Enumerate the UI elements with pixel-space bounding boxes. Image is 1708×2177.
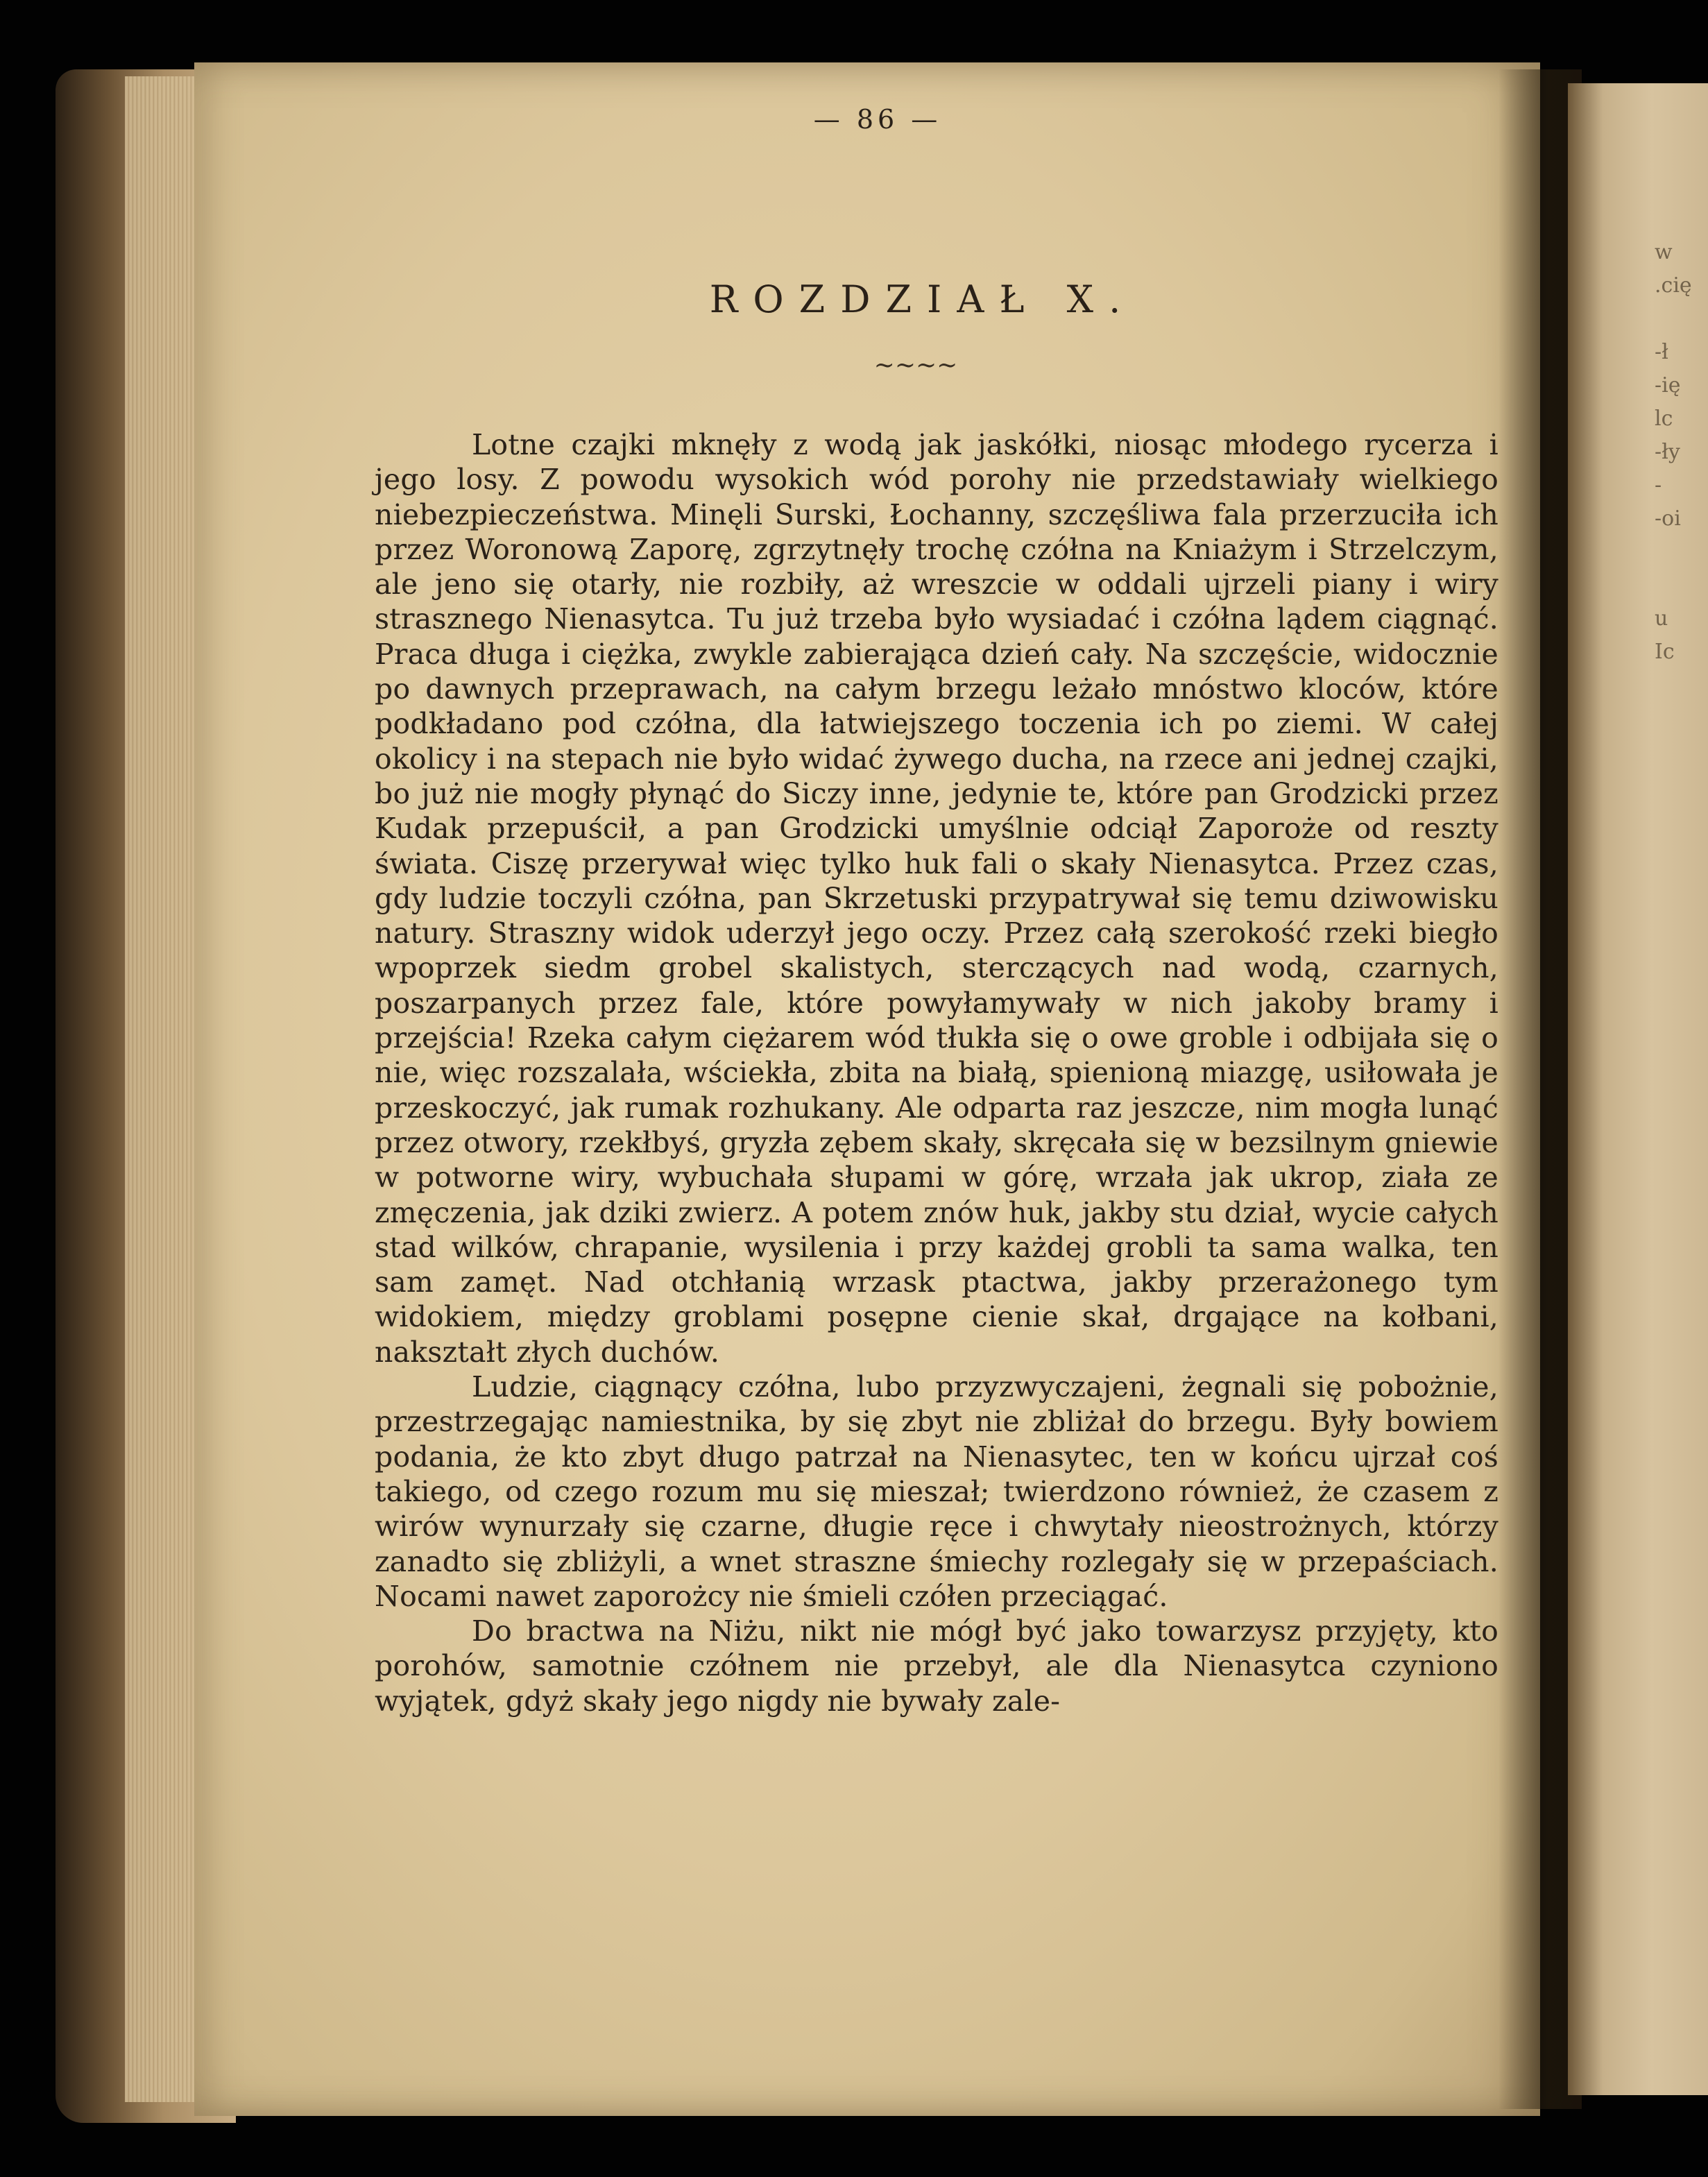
title-ornament: ~~~~ [873,351,958,379]
paragraph: Lotne czajki mknęły z wodą jak jaskółki, niosąc młodego rycerza i jego losy. Z powodu wysokich wód porohy nie przedstawiały wielkiego niebezpieczeństwa. Minęli Surski, Łochanny, szczęśliwa fala przerzuciła ich przez Woronową Zaporę, zgrzytnęły trochę czółna na Kniażym i Strzelczym, ale jeno się otarły, nie rozbiły, aż wreszcie w oddali ujrzeli piany i wiry strasznego Nienasytca. Tu już trzeba było wysiadać i czółna lądem ciągnąć. Praca długa i ciężka, zwykle zabierająca dzień cały. Na szczęście, widocznie po dawnych przeprawach, na całym brzegu leżało mnóstwo kloców, które podkładano pod czółna, dla łatwiejszego toczenia ich po ziemi. W całej okolicy i na stepach nie było widać żywego ducha, na rzece ani jednej czajki, bo już nie mogły płynąć do Siczy inne, jedynie te, które pan Grodzicki przez Kudak przepuścił, a pan Grodzicki umyślnie odciął Zaporoże od reszty świata. Ciszę przerywał więc tylko huk fali o skały Nienasytca. Przez czas, gdy ludzie toczyli czółna, pan Skrzetuski przypatrywał się temu dziwowisku natury. Straszny widok uderzył jego oczy. Przez całą szerokość rzeki biegło wpoprzek siedm grobel skalistych, sterczących nad wodą, czarnych, poszarpanych przez fale, które powyłamywały w nich jakoby bramy i przejścia! Rzeka całym ciężarem wód tłukła się o owe groble i odbijała się o nie, więc rozszalała, wściekła, zbita na białą, spienioną miazgę, usiłowała je przeskoczyć, jak rumak rozhukany. Ale odparta raz jeszcze, nim mogła lunąć przez otwory, rzekłbyś, gryzła zębem skały, skręcała się w bezsilnym gniewie w potworne wiry, wybuchała słupami w górę, wrzała jak ukrop, ziała ze zmęczenia, jak dziki zwierz. A potem znów huk, jakby stu dział, wycie całych stad wilków, chrapanie, wysilenia i przy każdej grobli ta sama walka, ten sam zamęt. Nad otchłanią wrzask ptactwa, jakby przerażonego tym widokiem, między groblami posępne cienie skał, drgające na kołbani, nakształt złych duchów. [375,428,1498,1369]
chapter-title: ROZDZIAŁ X. [709,278,1136,321]
facing-page-text-fragments: w .cię -ł -ię lc -ły - -oi u Ic [1655,240,1692,664]
body-text [375,427,1498,1718]
page-number: — 86 — [813,104,942,135]
paragraph: Do bractwa na Niżu, nikt nie mógł być jako towarzysz przyjęty, kto porohów, samotnie czółnem nie przebył, ale dla Nienasytca czyniono wyjątek, gdyż skały jego nigdy nie bywały zale- [375,1614,1498,1718]
paragraph: Ludzie, ciągnący czółna, lubo przyzwyczajeni, żegnali się pobożnie, przestrzegając namiestnika, by się zbyt nie zbliżał do brzegu. Były bowiem podania, że kto zbyt długo patrzał na Nienasytec, ten w końcu ujrzał coś takiego, od czego rozum mu się mieszał; twierdzono również, że czasem z wirów wynurzały się czarne, długie ręce i chwytały nieostrożnych, którzy zanadto się zbliżyli, a wnet straszne śmiechy rozlegały się w przepaściach. Nocami nawet zaporożcy nie śmieli czółen przeciągać. [375,1370,1498,1613]
page-content [375,104,1498,1718]
